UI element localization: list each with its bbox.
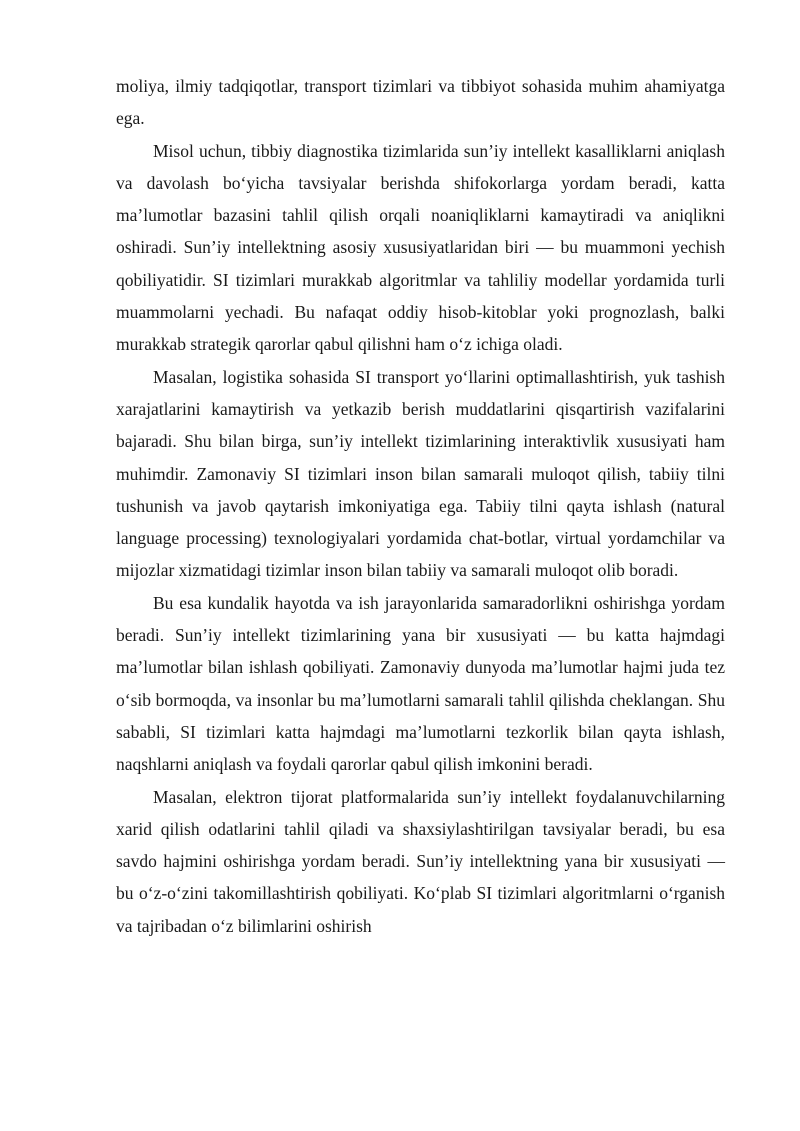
document-page (116, 70, 725, 942)
paragraph-3: Masalan, logistika sohasida SI transport yo‘llarini optimallashtirish, yuk tashish xarajatlarini kamaytirish va yetkazib berish muddatlarini qisqartirish vazifalarini bajaradi. Shu bilan birga, sun’iy intellekt tizimlarining interaktivlik xususiyati ham muhimdir. Zamonaviy SI tizimlari inson bilan samarali muloqot qilish, tabiiy tilni tushunish va javob qaytarish imkoniyatiga ega. Tabiiy tilni qayta ishlash (natural language processing) texnologiyalari yordamida chat-botlar, virtual yordamchilar va mijozlar xizmatidagi tizimlar inson bilan tabiiy va samarali muloqot olib boradi. (116, 366, 725, 581)
paragraph-1: moliya, ilmiy tadqiqotlar, transport tizimlari va tibbiyot sohasida muhim ahamiyatga ega. (116, 76, 725, 129)
paragraph-2: Misol uchun, tibbiy diagnostika tizimlarida sun’iy intellekt kasalliklarni aniqlash va davolash bo‘yicha tavsiyalar berishda shifokorlarga yordam beradi, katta ma’lumotlar bazasini tahlil qilish orqali noaniqliklarni kamaytiradi va aniqlikni oshiradi. Sun’iy intellektning asosiy xususiyatlaridan biri — bu muammoni yechish qobiliyatidir. SI tizimlari murakkab algoritmlar va tahliliy modellar yordamida turli muammolarni yechadi. Bu nafaqat oddiy hisob-kitoblar yoki prognozlash, balki murakkab strategik qarorlar qabul qilishni ham o‘z ichiga oladi. (116, 140, 725, 355)
paragraph-5: Masalan, elektron tijorat platformalarida sun’iy intellekt foydalanuvchilarning xarid qilish odatlarini tahlil qiladi va shaxsiylashtirilgan tavsiyalar beradi, bu esa savdo hajmini oshirishga yordam beradi. Sun’iy intellektning yana bir xususiyati — bu o‘z-o‘zini takomillashtirish qobiliyati. Ko‘plab SI tizimlari algoritmlarni o‘rganish va tajribadan o‘z bilimlarini oshirish (116, 786, 725, 936)
paragraph-4: Bu esa kundalik hayotda va ish jarayonlarida samaradorlikni oshirishga yordam beradi. Sun’iy intellekt tizimlarining yana bir xususiyati — bu katta hajmdagi ma’lumotlar bilan ishlash qobiliyati. Zamonaviy dunyoda ma’lumotlar hajmi juda tez o‘sib bormoqda, va insonlar bu ma’lumotlarni samarali tahlil qilishda cheklangan. Shu sababli, SI tizimlari katta hajmdagi ma’lumotlarni tezkorlik bilan qayta ishlash, naqshlarni aniqlash va foydali qarorlar qabul qilish imkonini beradi. (116, 592, 725, 775)
